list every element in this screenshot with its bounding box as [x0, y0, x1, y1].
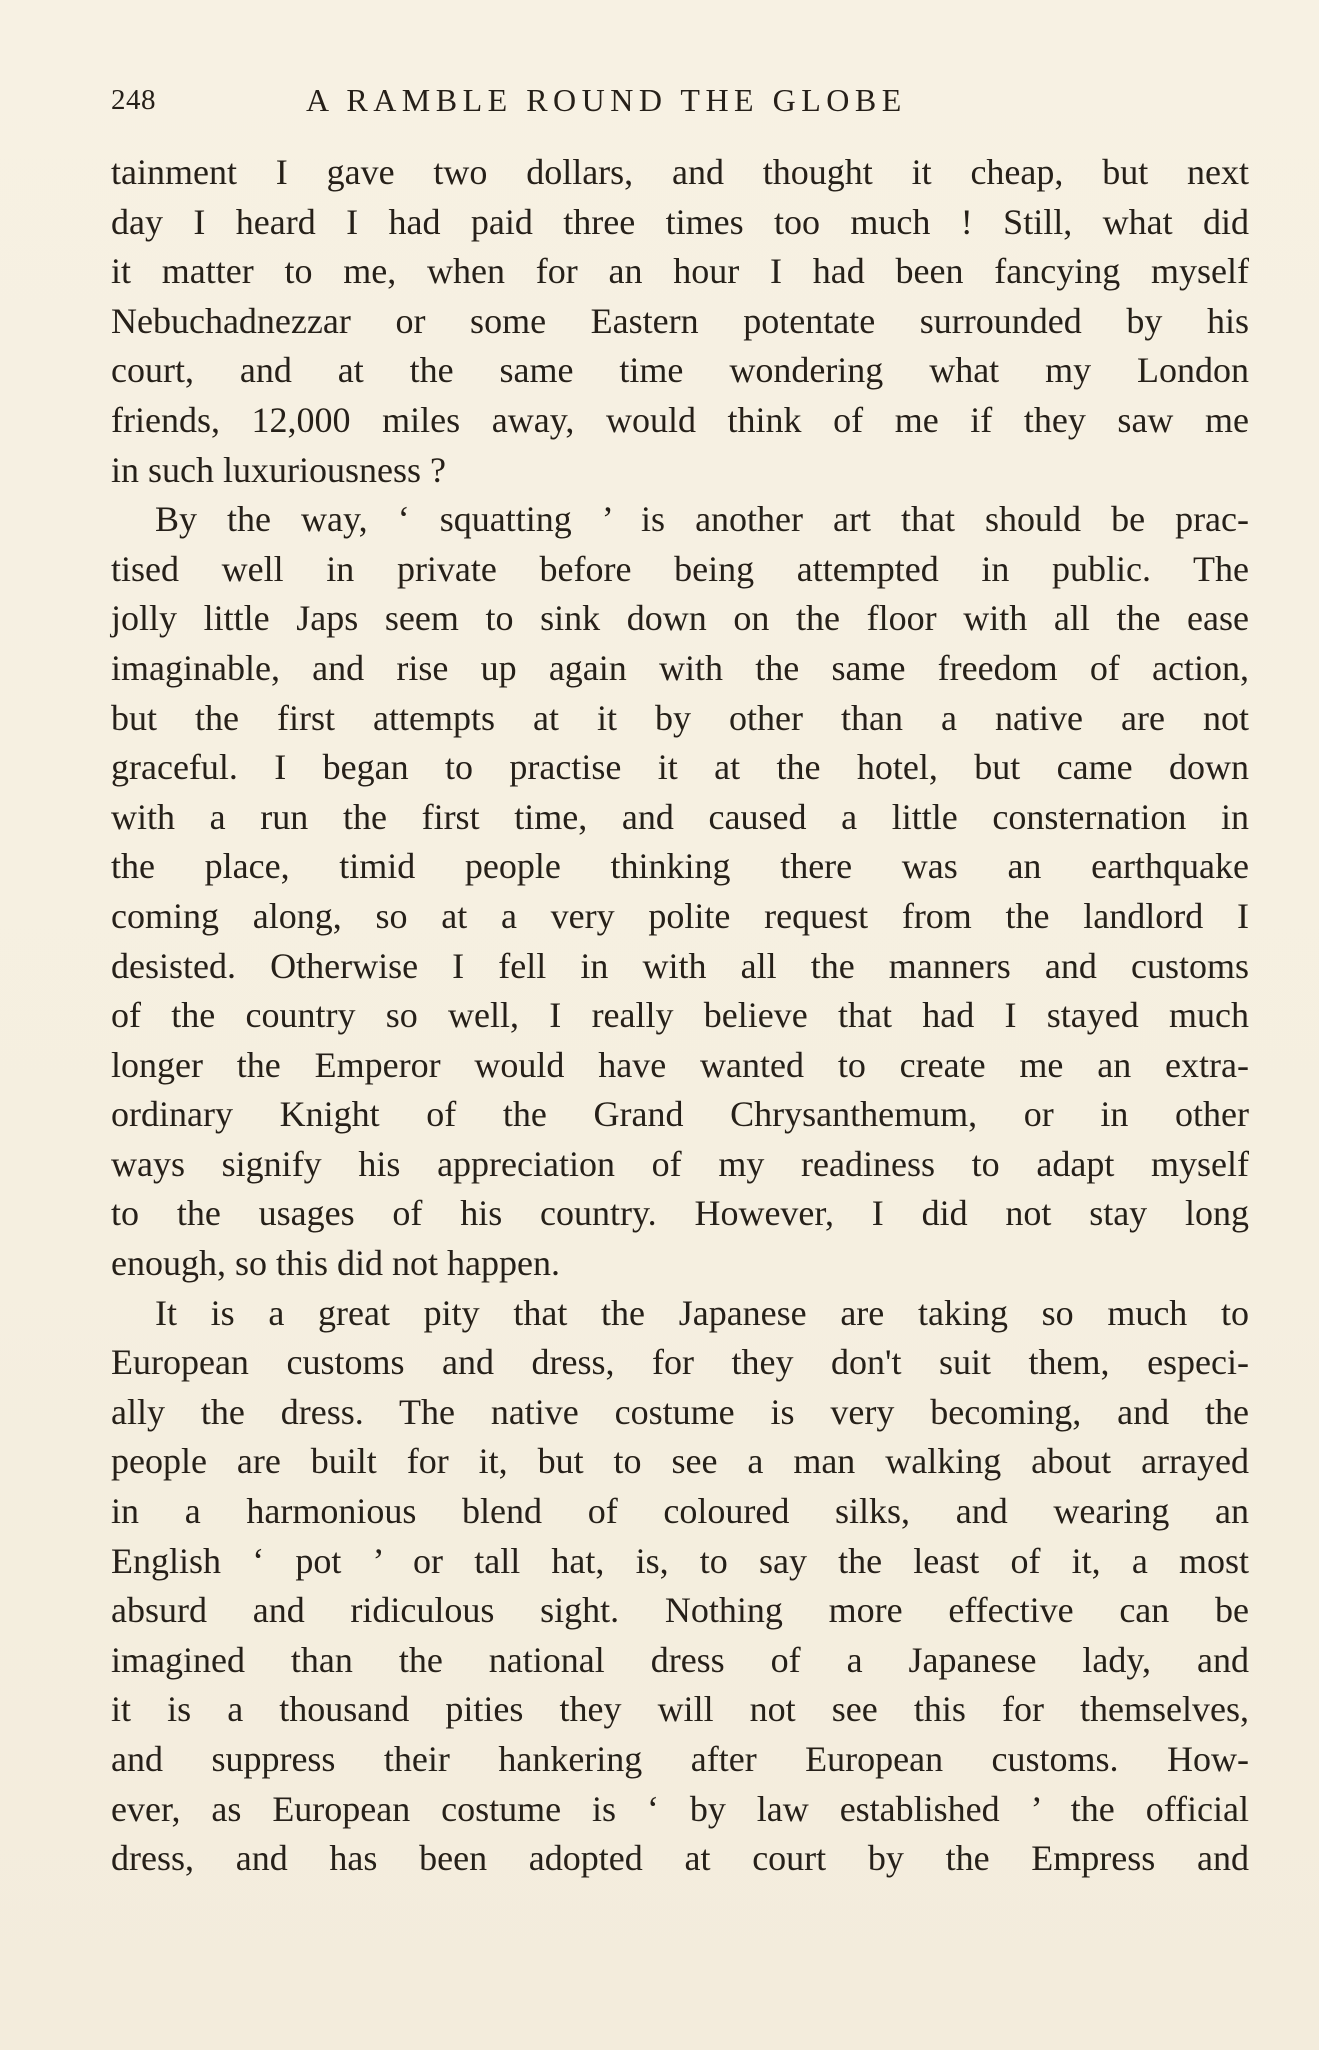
text-line: By the way, ‘ squatting ’ is another art that should be prac- — [155, 499, 1249, 540]
text-line: in such luxuriousness ? — [111, 449, 446, 490]
text-line: ever, as European costume is ‘ by law established ’ the official — [111, 1788, 1249, 1829]
text-line: dress, and has been adopted at court by the Empress and — [111, 1838, 1249, 1879]
text-line: but the first attempts at it by other than a native are not — [111, 697, 1249, 738]
text-line: longer the Emperor would have wanted to create me an extra- — [111, 1044, 1249, 1085]
text-line: court, and at the same time wondering what my London — [111, 350, 1249, 391]
text-line: with a run the first time, and caused a little consternation in — [111, 796, 1249, 837]
text-line: people are built for it, but to see a man walking about arrayed — [111, 1441, 1249, 1482]
running-head — [111, 80, 1249, 130]
body-text — [111, 148, 1249, 1884]
text-line: absurd and ridiculous sight. Nothing more effective can be — [111, 1590, 1249, 1631]
text-line: the place, timid people thinking there was an earthquake — [111, 846, 1249, 887]
text-line: desisted. Otherwise I fell in with all the manners and customs — [111, 945, 1249, 986]
text-line: imaginable, and rise up again with the same freedom of action, — [111, 647, 1249, 688]
text-line: day I heard I had paid three times too much ! Still, what did — [111, 201, 1249, 242]
text-line: imagined than the national dress of a Japanese lady, and — [111, 1639, 1249, 1680]
running-title: A RAMBLE ROUND THE GLOBE — [306, 82, 907, 118]
text-line: it is a thousand pities they will not see this for themselves, — [111, 1689, 1249, 1730]
text-line: ways signify his appreciation of my readiness to adapt myself — [111, 1143, 1249, 1184]
text-line: graceful. I began to practise it at the hotel, but came down — [111, 747, 1249, 788]
text-line: ally the dress. The native costume is very becoming, and the — [111, 1391, 1249, 1432]
text-line: friends, 12,000 miles away, would think of me if they saw me — [111, 399, 1249, 440]
text-line: Nebuchadnezzar or some Eastern potentate surrounded by his — [111, 300, 1249, 341]
text-line: of the country so well, I really believe that had I stayed much — [111, 995, 1249, 1036]
text-line: It is a great pity that the Japanese are taking so much to — [155, 1292, 1249, 1333]
text-line: tised well in private before being attempted in public. The — [111, 548, 1249, 589]
text-line: coming along, so at a very polite request from the landlord I — [111, 895, 1249, 936]
text-line: European customs and dress, for they don't suit them, especi- — [111, 1342, 1249, 1383]
text-line: in a harmonious blend of coloured silks, and wearing an — [111, 1491, 1249, 1532]
text-line: to the usages of his country. However, I did not stay long — [111, 1193, 1249, 1234]
text-line: tainment I gave two dollars, and thought it cheap, but next — [111, 152, 1249, 192]
text-line: English ‘ pot ’ or tall hat, is, to say the least of it, a most — [111, 1540, 1249, 1581]
text-line: enough, so this did not happen. — [111, 1243, 560, 1284]
text-line: it matter to me, when for an hour I had been fancying myself — [111, 251, 1249, 292]
page-number: 248 — [111, 84, 156, 116]
text-line: jolly little Japs seem to sink down on the floor with all the ease — [111, 598, 1249, 639]
text-line: ordinary Knight of the Grand Chrysanthemum, or in other — [111, 1094, 1249, 1135]
text-line: and suppress their hankering after European customs. How- — [111, 1739, 1249, 1779]
